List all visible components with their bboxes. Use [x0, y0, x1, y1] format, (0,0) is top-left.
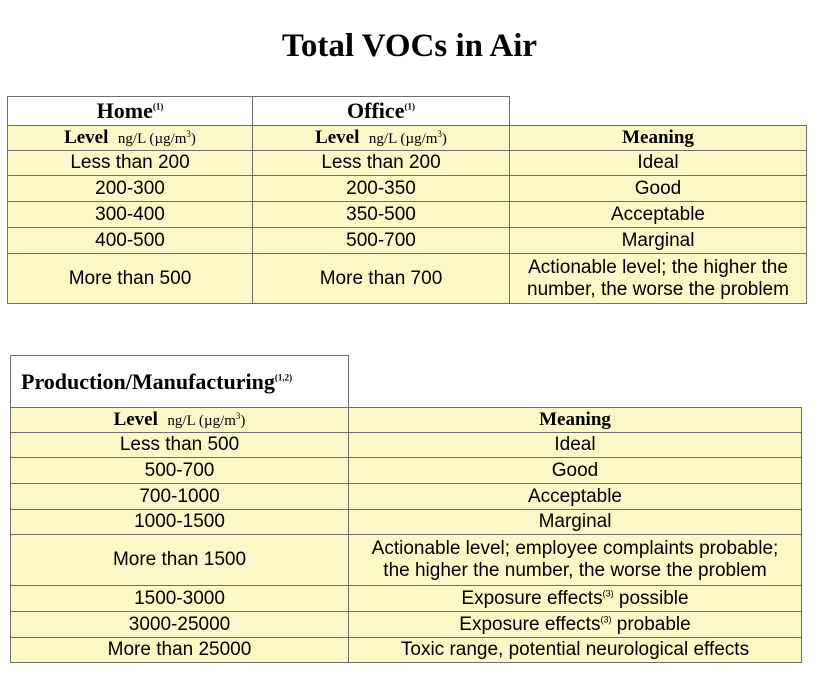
page-title: Total VOCs in Air: [281, 28, 538, 64]
meaning-header: Meaning: [349, 408, 802, 433]
table-header-row: [8, 97, 807, 126]
table-row: 3000-25000 Exposure effects$^{(3)}$ probable: [11, 612, 802, 638]
table-row: 300-400 350-500 Acceptable: [8, 202, 807, 228]
table-row: 200-300 200-350 Good: [8, 176, 807, 202]
table-row: More than 1500 Actionable level; employee complaints probable; the higher the number, the worse the problem: [11, 535, 802, 586]
production-table: [10, 355, 802, 663]
table-row: 1000-1500 Marginal: [11, 510, 802, 535]
table-row: 1500-3000 Exposure effects$^{(3)}$ possible: [11, 586, 802, 612]
office-header: Office$^{(1)}$: [253, 97, 510, 126]
table-row: Less than 200 Less than 200 Ideal: [8, 151, 807, 176]
table-header-row: [11, 356, 802, 408]
home-level-header: Level ng/L $(\mu g/m^3)$: [8, 126, 253, 151]
table-row: More than 500 More than 700 Actionable level; the higher the number, the worse the problem: [8, 254, 807, 304]
production-header: Production/Manufacturing$^{(1,2)}$: [11, 356, 349, 408]
table-row: More than 25000 Toxic range, potential neurological effects: [11, 638, 802, 663]
table-subheader-row: [8, 126, 807, 151]
home-office-table: [7, 96, 807, 304]
table-row: 700-1000 Acceptable: [11, 484, 802, 510]
office-level-header: Level ng/L $(\mu g/m^3)$: [253, 126, 510, 151]
table-row: 500-700 Good: [11, 458, 802, 484]
table-row: Less than 500 Ideal: [11, 433, 802, 458]
table-subheader-row: [11, 408, 802, 433]
meaning-header: Meaning: [510, 126, 807, 151]
table-row: 400-500 500-700 Marginal: [8, 228, 807, 254]
home-header: Home$^{(1)}$: [8, 97, 253, 126]
production-level-header: Level ng/L $(\mu g/m^3)$: [11, 408, 349, 433]
